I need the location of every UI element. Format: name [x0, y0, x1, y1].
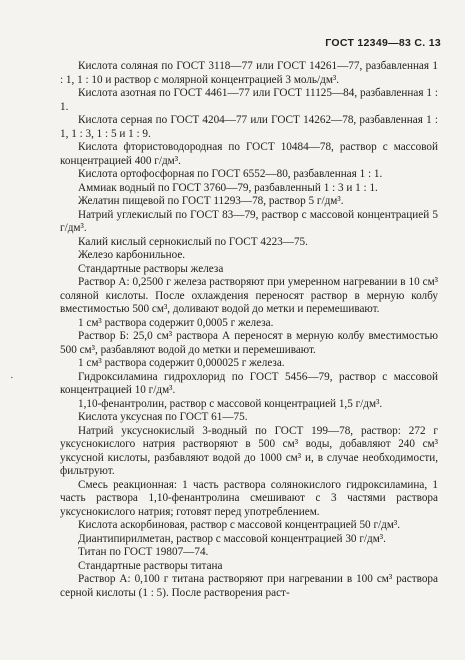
page-header: ГОСТ 12349—83 С. 13: [325, 37, 441, 49]
paragraph: Кислота уксусная по ГОСТ 61—75.: [78, 411, 248, 423]
paragraph: 1 см³ раствора содержит 0,000025 г железа.: [78, 357, 285, 369]
paragraph: Кислота соляная по ГОСТ 3118—77 или ГОСТ 14261—77, разбавленная 1 : 1, 1 : 10 и раствор с молярной концентрацией 3 моль/дм³.: [60, 60, 438, 86]
document-body: [60, 60, 438, 600]
paragraph: Стандартные растворы титана: [78, 559, 223, 572]
margin-mark: ·: [10, 372, 14, 384]
paragraph: Кислота ортофосфорная по ГОСТ 6552—80, разбавленная 1 : 1.: [78, 168, 383, 180]
paragraph: Смесь реакционная: 1 часть раствора солянокислого гидроксиламина, 1 часть раствора 1,10-фенантролина смешивают с 3 частями раствора уксуснокислого натрия; готовят перед употреблением.: [60, 478, 438, 518]
paragraph: Гидроксиламина гидрохлорид по ГОСТ 5456—79, раствор с массовой концентрацией 10 г/дм³.: [60, 370, 438, 396]
paragraph: Стандартные растворы железа: [78, 262, 224, 275]
paragraph: Желатин пищевой по ГОСТ 11293—78, раствор 5 г/дм³.: [78, 195, 344, 207]
paragraph: Аммиак водный по ГОСТ 3760—79, разбавленный 1 : 3 и 1 : 1.: [78, 181, 378, 194]
paragraph: Железо карбонильное.: [78, 249, 186, 261]
paragraph: Натрий углекислый по ГОСТ 83—79, раствор с массовой концентрацией 5 г/дм³.: [60, 208, 438, 234]
paragraph: Натрий уксуснокислый 3-водный по ГОСТ 199—78, раствор: 272 г уксуснокислого натрия растворяют в 500 см³ воды, добавляют 240 см³ уксусной кислоты, разбавляют водой до 1000 см³ и, в случае необходимости, фильтруют.: [60, 424, 438, 477]
paragraph: Кислота фтористоводородная по ГОСТ 10484—78, раствор с массовой концентрацией 400 г/дм³.: [60, 141, 438, 167]
paragraph: Калий кислый сернокислый по ГОСТ 4223—75.: [78, 235, 308, 248]
paragraph: Кислота аскорбиновая, раствор с массовой концентрацией 50 г/дм³.: [78, 519, 401, 531]
paragraph: 1,10-фенантролин, раствор с массовой концентрацией 1,5 г/дм³.: [78, 397, 383, 410]
paragraph: Титан по ГОСТ 19807—74.: [78, 546, 209, 558]
paragraph: Кислота азотная по ГОСТ 4461—77 или ГОСТ 11125—84, разбавленная 1 : 1.: [60, 87, 438, 113]
paragraph: Раствор Б: 25,0 см³ раствора А переносят в мерную колбу вместимостью 500 см³, разбавляют водой до метки и перемешивают.: [60, 330, 438, 356]
paragraph: Раствор А: 0,100 г титана растворяют при нагревании в 100 см³ раствора серной кислоты (1 : 5). После растворения раст-: [60, 573, 438, 599]
paragraph: Кислота серная по ГОСТ 4204—77 или ГОСТ 14262—78, разбавленная 1 : 1, 1 : 3, 1 : 5 и 1 : 9.: [60, 114, 438, 140]
paragraph: Раствор А: 0,2500 г железа растворяют при умеренном нагревании в 10 см³ соляной кислоты. После охлаждения переносят раствор в мерную колбу вместимостью 500 см³, доливают водой до метки и перемешивают.: [60, 276, 438, 315]
paragraph: 1 см³ раствора содержит 0,0005 г железа.: [78, 316, 274, 329]
paragraph: Диантипирилметан, раствор с массовой концентрацией 30 г/дм³.: [78, 532, 386, 545]
